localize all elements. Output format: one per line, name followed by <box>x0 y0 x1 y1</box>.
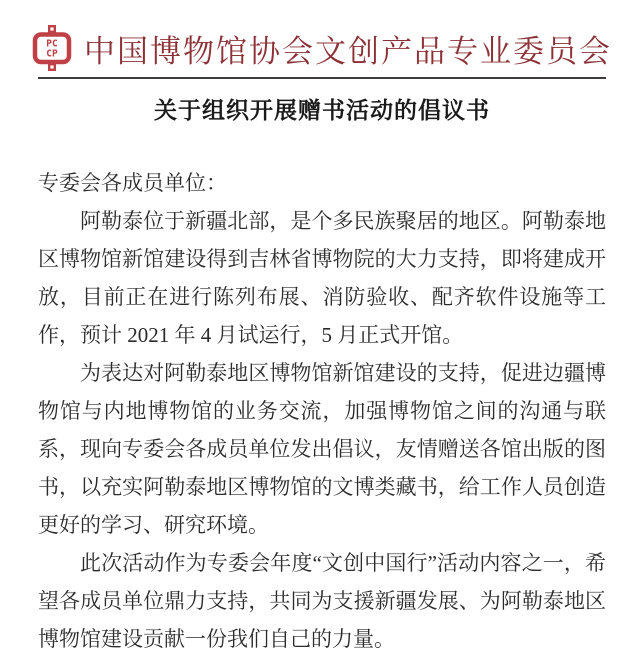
body-paragraph-3: 此次活动作为专委会年度“文创中国行”活动内容之一，希望各成员单位鼎力支持，共同为支援新疆发展、为阿勒泰地区博物馆建设贡献一份我们自己的力量。 <box>38 551 606 651</box>
letterhead <box>38 24 612 72</box>
organization-name: 中国博物馆协会文创产品专业委员会 <box>84 33 612 69</box>
seal-monogram-bottom: CP <box>46 48 58 60</box>
letterhead-divider <box>38 77 606 79</box>
document-title: 关于组织开展赠书活动的倡议书 <box>154 97 490 123</box>
pccp-seal-icon <box>32 25 72 71</box>
body-paragraph-1: 阿勒泰位于新疆北部，是个多民族聚居的地区。阿勒泰地区博物馆新馆建设得到吉林省博物院的大力支持，即将建成开放，目前正在进行陈列布展、消防验收、配齐软件设施等工作，预计 2021 年 4 月试运行，5 月正式开馆。 <box>38 209 606 347</box>
body-paragraph-2: 为表达对阿勒泰地区博物馆新馆建设的支持，促进边疆博物馆与内地博物馆的业务交流，加强博物馆之间的沟通与联系，现向专委会各成员单位发出倡议，友情赠送各馆出版的图书，以充实阿勒泰地区博物馆的文博类藏书，给工作人员创造更好的学习、研究环境。 <box>38 361 606 537</box>
document-body <box>38 164 606 658</box>
salutation: 专委会各成员单位： <box>38 171 227 195</box>
seal-monogram-top: PC <box>46 38 58 50</box>
